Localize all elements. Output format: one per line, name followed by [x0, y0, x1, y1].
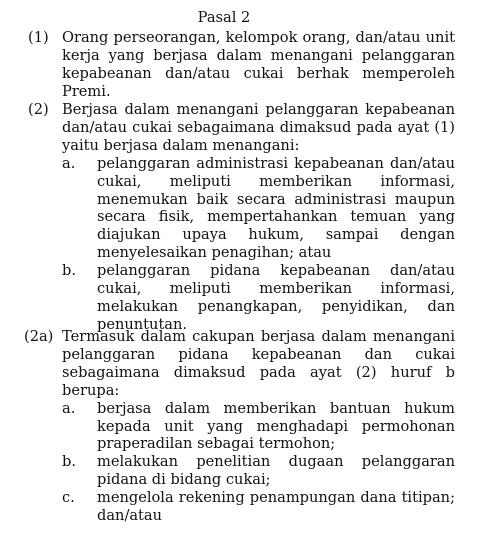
ayat-2-item-b-letter: b. [62, 262, 76, 280]
ayat-2a-item-c [0, 489, 502, 525]
ayat-2a-item-b [0, 453, 502, 489]
ayat-2-item-b-text: pelanggaran pidana kepabeanan dan/atau cukai, meliputi memberikan informasi, melakukan penangkapan, penyidikan, dan penuntutan. [97, 262, 455, 333]
ayat-2-item-a [0, 155, 502, 262]
ayat-2 [0, 101, 502, 334]
ayat-2a-number: (2a) [24, 328, 54, 345]
ayat-2a-item-b-letter: b. [62, 453, 76, 471]
ayat-1-text: Orang perseorangan, kelompok orang, dan/atau unit kerja yang berjasa dalam menangani pelanggaran kepabeanan dan/atau cukai berhak memperoleh Premi. [62, 29, 455, 100]
ayat-2-item-a-text: pelanggaran administrasi kepabeanan dan/atau cukai, meliputi memberikan informasi, menemukan baik secara administrasi maupun secara fisik, mempertahankan temuan yang diajukan upaya hukum, sampai dengan menyelesaikan penagihan; atau [97, 154, 455, 262]
ayat-2-item-b [0, 262, 502, 334]
ayat-2a-item-b-text: melakukan penelitian dugaan pelanggaran pidana di bidang cukai; [97, 453, 455, 489]
ayat-2a [0, 328, 502, 525]
ayat-2-number: (2) [28, 101, 49, 118]
ayat-2a-item-a-letter: a. [62, 399, 76, 417]
ayat-1 [0, 29, 502, 101]
ayat-2-text: Berjasa dalam menangani pelanggaran kepabeanan dan/atau cukai sebagaimana dimaksud pada ayat (1) yaitu berjasa dalam menangani: [62, 101, 455, 154]
ayat-2a-item-a-text: berjasa dalam memberikan bantuan hukum kepada unit yang menghadapi permohonan praperadilan sebagai termohon; [97, 399, 455, 453]
ayat-2-item-a-letter: a. [62, 154, 76, 172]
ayat-2a-item-c-text: mengelola rekening penampungan dana titipan; dan/atau [97, 489, 455, 525]
article-title: Pasal 2 [197, 9, 251, 26]
ayat-1-number: (1) [28, 29, 49, 46]
ayat-2a-text: Termasuk dalam cakupan berjasa dalam menangani pelanggaran pidana kepabeanan dan cukai sebagaimana dimaksud pada ayat (2) huruf b berupa: [62, 328, 455, 399]
ayat-2a-item-c-letter: c. [62, 489, 75, 507]
ayat-2a-item-a [0, 400, 502, 454]
